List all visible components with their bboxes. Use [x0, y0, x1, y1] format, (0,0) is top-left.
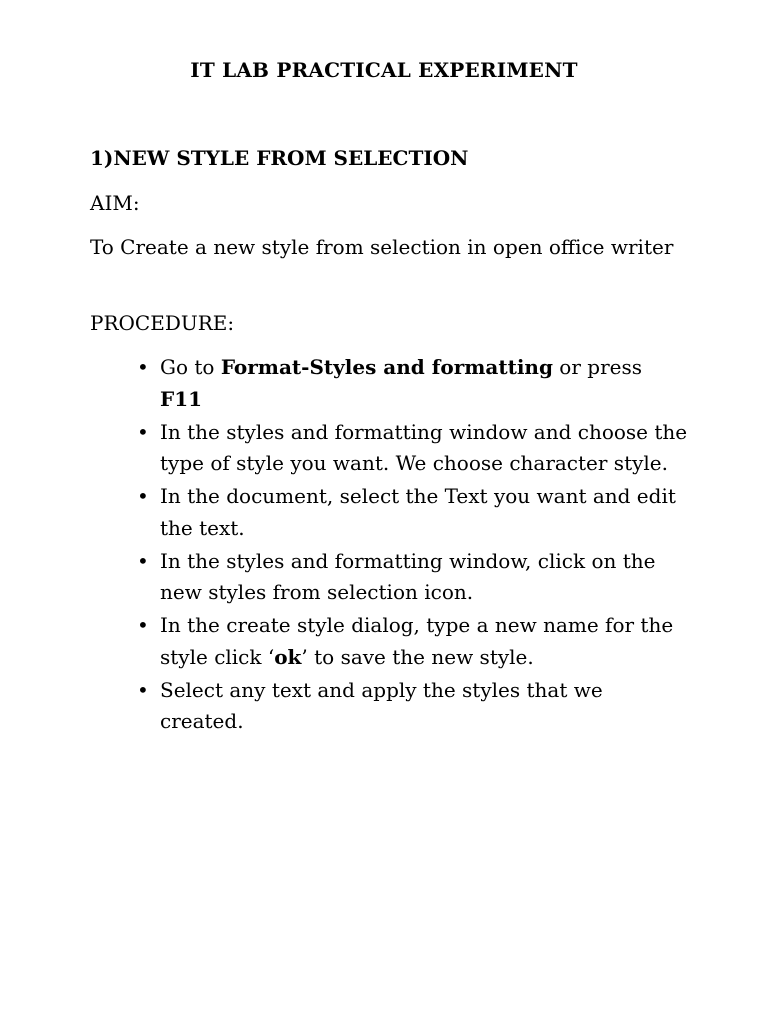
list-item — [90, 417, 690, 480]
step-text: or press — [552, 355, 642, 379]
list-item — [90, 481, 690, 544]
list-item — [90, 610, 690, 673]
step-text: Select any text and apply the styles that we created. — [160, 677, 603, 733]
document-title: IT LAB PRACTICAL EXPERIMENT — [190, 58, 578, 82]
list-item — [90, 352, 690, 415]
step-text: ’ to save the new style. — [301, 644, 534, 669]
step-text: Go to — [160, 355, 221, 379]
step-bold-text: ok — [274, 644, 302, 669]
list-item — [90, 546, 690, 609]
step-text: In the styles and formatting window and choose the type of style you want. We choose character style. — [160, 419, 688, 475]
bullet-icon: • — [137, 613, 149, 637]
aim-label: AIM: — [90, 191, 140, 215]
bullet-icon: • — [137, 677, 149, 702]
bullet-icon: • — [137, 548, 149, 573]
step-text: In the styles and formatting window, click on the new styles from selection icon. — [160, 548, 656, 604]
bullet-icon: • — [137, 484, 149, 508]
bullet-icon: • — [137, 355, 149, 379]
step-bold-text: Format-Styles and formatting — [220, 355, 553, 379]
step-bold-text: F11 — [160, 386, 203, 411]
bullet-icon: • — [137, 419, 149, 444]
aim-text: To Create a new style from selection in open office writer — [90, 235, 674, 259]
section-heading: 1)NEW STYLE FROM SELECTION — [90, 146, 469, 170]
procedure-steps-list — [90, 352, 690, 739]
step-text: In the create style dialog, type a new name for the style click ‘ — [160, 613, 674, 669]
procedure-label: PROCEDURE: — [90, 311, 235, 335]
list-item — [90, 675, 690, 738]
step-text: In the document, select the Text you want and edit the text. — [160, 484, 676, 540]
